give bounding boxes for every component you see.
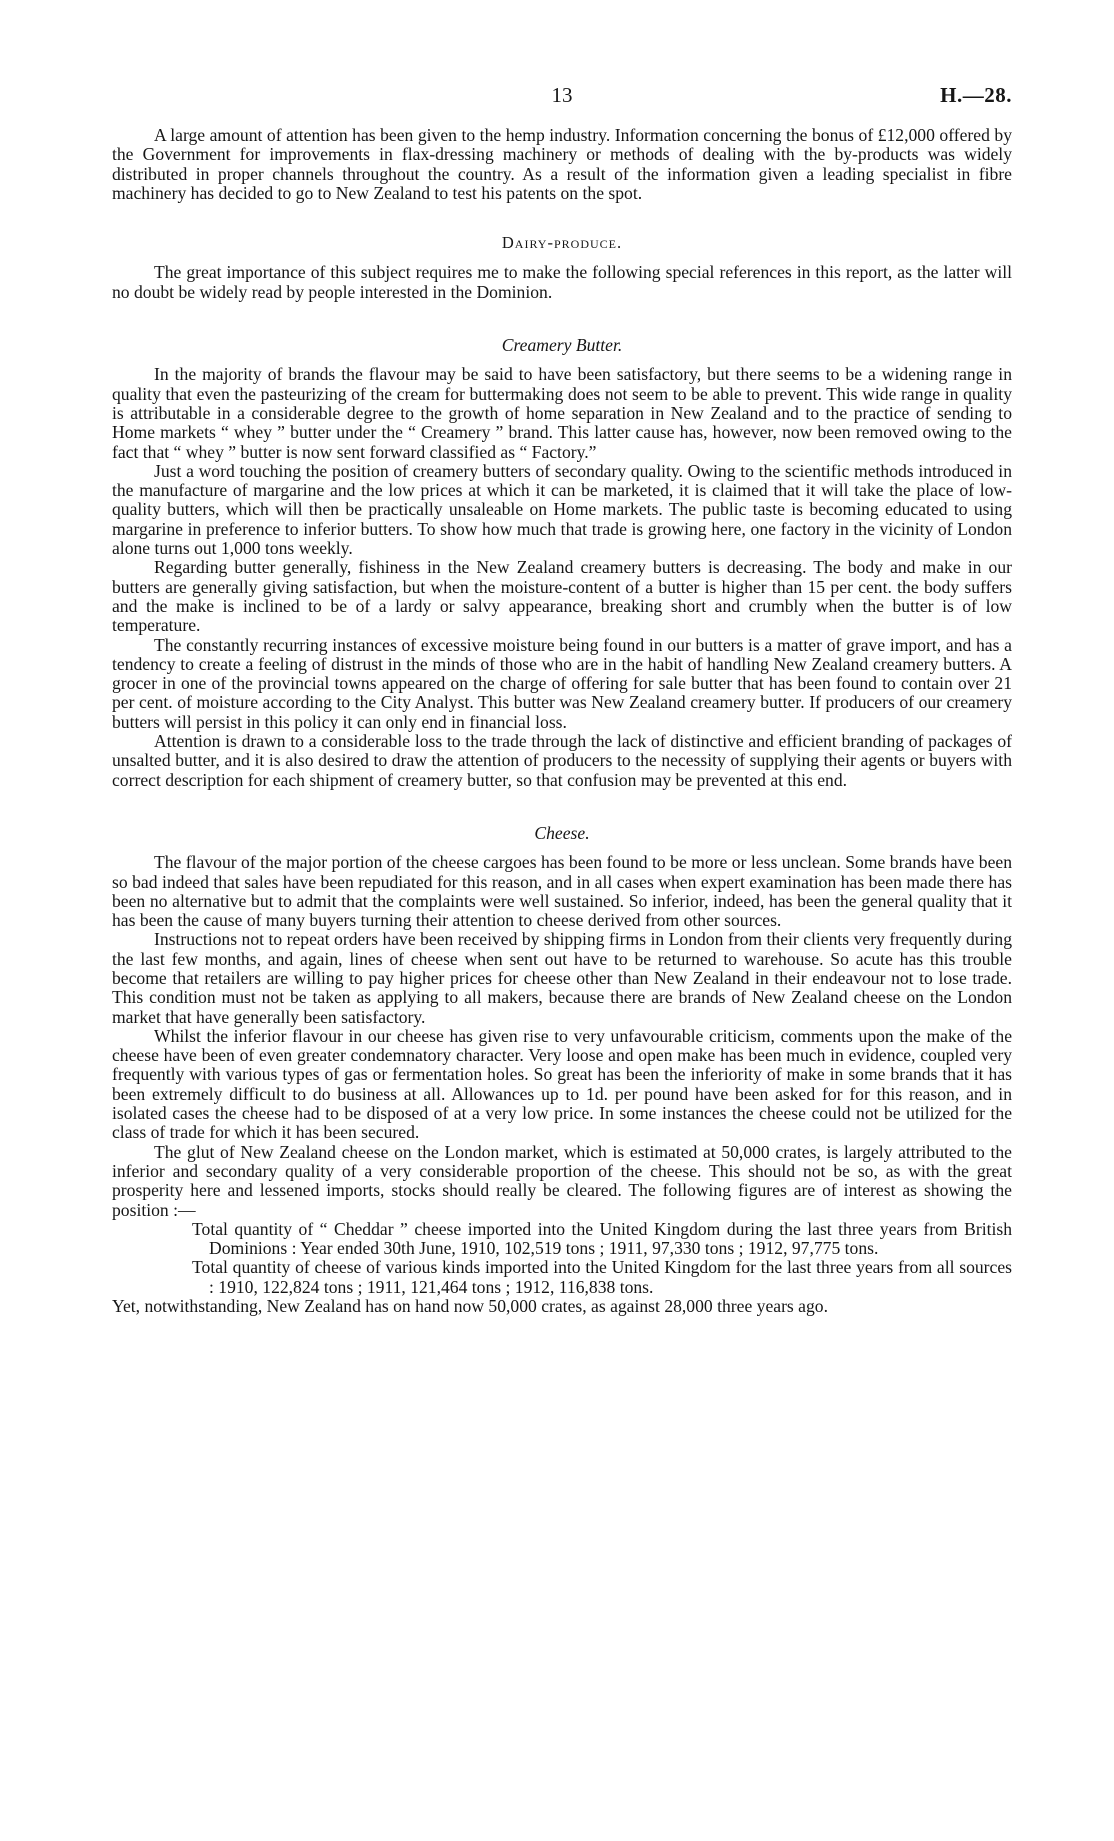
cheese-paragraph: Instructions not to repeat orders have been received by shipping firms in London from their clients very frequently during the last few months, and again, lines of cheese when sent out have to be returned to warehouse. So acute has this trouble become that retailers are willing to pay higher prices for cheese other than New Zealand in their endeavour not to lose trade. This condition must not be taken as applying to all makers, because there are brands of New Zealand cheese on the London market that have generally been satisfactory. <box>112 929 1012 1027</box>
document-reference: H.—28. <box>940 83 1012 107</box>
butter-paragraph: The constantly recurring instances of excessive moisture being found in our butters is a matter of grave import, and has a tendency to create a feeling of distrust in the minds of those who are in the habit of handling New Zealand creamery butters. A grocer in one of the provincial towns appeared on the charge of offering for sale butter that has been found to contain over 21 per cent. of moisture according to the City Analyst. This butter was New Zealand creamery butter. If producers of our creamery butters will persist in this policy it can only end in financial loss. <box>112 634 1012 732</box>
hemp-paragraph: A large amount of attention has been given to the hemp industry. Information concerning the bonus of £12,000 offered by the Government for improvements in flax-dressing machinery or methods of dealing with the by-products was widely distributed in proper channels throughout the country. As a result of the information given a leading specialist in fibre machinery has decided to go to New Zealand to test his patents on the spot. <box>112 125 1012 203</box>
cheese-paragraph: The flavour of the major portion of the cheese cargoes has been found to be more or less unclean. Some brands have been so bad indeed that sales have been repudiated for this reason, and in all cases when expert examination has been made there has been no alternative but to admit that the complaints were well sustained. So inferior, indeed, has been the general quality that it has been the cause of many buyers turning their attention to cheese derived from other sources. <box>112 852 1012 931</box>
cheese-heading: Cheese. <box>534 822 590 843</box>
dairy-produce-heading: Dairy-produce. <box>501 233 623 253</box>
butter-paragraph: Regarding butter generally, fishiness in the New Zealand creamery butters is decreasing. The body and make in our butters are generally giving satisfaction, but when the moisture-content of a butter is higher than 15 per cent. the body suffers and the make is inclined to be of a lardy or salvy appearance, breaking short and crumbly when the butter is of low temperature. <box>112 557 1012 636</box>
cheese-import-figures: Total quantity of cheese of various kinds imported into the United Kingdom for the last three years from all sources : 1910, 122,824 tons ; 1911, 121,464 tons ; 1912, 116,838 tons. <box>192 1257 1012 1297</box>
cheddar-import-figures: Total quantity of “ Cheddar ” cheese imported into the United Kingdom during the last three years from British Dominions : Year ended 30th June, 1910, 102,519 tons ; 1911, 97,330 tons ; 1912, 97,775 tons. <box>192 1218 1012 1259</box>
creamery-butter-heading: Creamery Butter. <box>501 335 623 356</box>
butter-paragraph: Just a word touching the position of creamery butters of secondary quality. Owing to the scientific methods introduced in the manufacture of margarine and the low prices at which it can be marketed, it is claimed that it will take the place of low-quality butters, which will then be practically unsaleable on Home markets. The public taste is becoming educated to using margarine in preference to inferior butters. To show how much that trade is growing here, one factory in the vicinity of London alone turns out 1,000 tons weekly. <box>112 460 1012 559</box>
cheese-paragraph: Whilst the inferior flavour in our cheese has given rise to very unfavourable criticism, comments upon the make of the cheese have been of even greater condemnatory character. Very loose and open make has been much in evidence, coupled very frequently with various types of gas or fermentation holes. So great has been the inferiority of make in some brands that it has been extremely difficult to do business at all. Allowances up to 1d. per pound have been asked for for this reason, and in isolated cases the cheese had to be disposed of at a very low price. In some instances the cheese could not be utilized for the class of trade for which it has been secured. <box>112 1025 1012 1143</box>
butter-paragraph: In the majority of brands the flavour may be said to have been satisfactory, but there seems to be a widening range in quality that even the pasteurizing of the cream for buttermaking does not seem to be able to prevent. This wide range in quality is attributable in a considerable degree to the growth of home separation in New Zealand and to the practice of sending to Home markets “ whey ” butter under the “ Creamery ” brand. This latter cause has, however, now been removed owing to the fact that “ whey ” butter is now sent forward classified as “ Factory.” <box>112 364 1012 462</box>
page-header <box>112 82 1012 112</box>
dairy-intro-paragraph: The great importance of this subject requires me to make the following special references in this report, as the latter will no doubt be widely read by people interested in the Dominion. <box>112 262 1012 302</box>
closing-paragraph: Yet, notwithstanding, New Zealand has on hand now 50,000 crates, as against 28,000 three years ago. <box>112 1296 828 1317</box>
cheese-paragraph: The glut of New Zealand cheese on the London market, which is estimated at 50,000 crates, is largely attributed to the inferior and secondary quality of a very considerable proportion of the cheese. This should not be so, as with the great prosperity here and lessened imports, stocks should really be cleared. The following figures are of interest as showing the position :— <box>112 1141 1012 1220</box>
document-page <box>112 82 1012 1316</box>
page-number: 13 <box>551 83 573 107</box>
butter-paragraph: Attention is drawn to a considerable loss to the trade through the lack of distinctive and efficient branding of packages of unsalted butter, and it is also desired to draw the attention of producers to the necessity of supplying their agents or buyers with correct description for each shipment of creamery butter, so that confusion may be prevented at this end. <box>112 731 1012 790</box>
